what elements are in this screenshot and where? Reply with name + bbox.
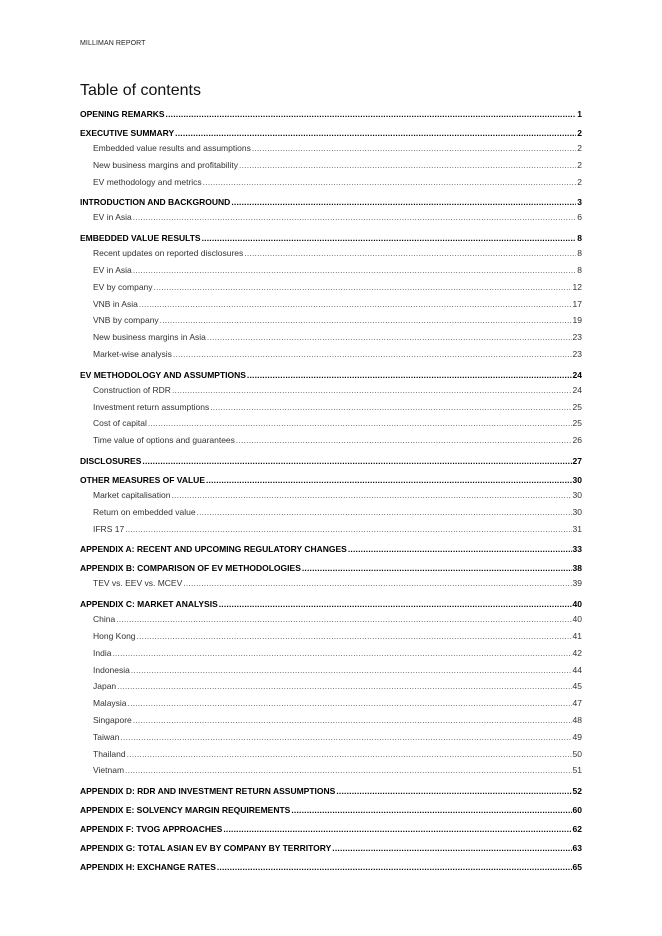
toc-entry-label: VNB in Asia — [93, 298, 138, 309]
toc-subsection-entry[interactable] — [80, 157, 582, 174]
toc-dot-leader — [247, 369, 572, 382]
toc-section-entry[interactable] — [80, 232, 582, 245]
toc-entry-label: Japan — [93, 681, 117, 692]
toc-page-number: 31 — [572, 523, 582, 534]
toc-page-number: 2 — [577, 176, 582, 187]
toc-page-number: 3 — [577, 197, 582, 208]
toc-entry-label: EV in Asia — [93, 264, 132, 275]
toc-section-entry[interactable] — [80, 804, 582, 817]
toc-subsection-entry[interactable] — [80, 746, 582, 763]
toc-section-entry[interactable] — [80, 196, 582, 209]
toc-entry-label: Return on embedded value — [93, 506, 196, 517]
toc-page-number: 2 — [577, 143, 582, 153]
toc-page-number: 27 — [572, 455, 582, 466]
toc-dot-leader — [112, 645, 571, 662]
toc-entry-label: New business margins in Asia — [93, 332, 206, 343]
toc-subsection-entry[interactable] — [80, 415, 582, 432]
toc-page-number: 49 — [572, 731, 582, 742]
toc-dot-leader — [133, 712, 572, 729]
page-title: Table of contents — [80, 82, 201, 99]
toc-dot-leader — [210, 399, 571, 416]
toc-page-number: 62 — [572, 824, 582, 835]
toc-subsection-entry[interactable] — [80, 432, 582, 449]
toc-subsection-entry[interactable] — [80, 262, 582, 279]
toc-entry-label: TEV vs. EEV vs. MCEV — [93, 578, 183, 589]
toc-page-number: 24 — [572, 384, 582, 395]
toc-dot-leader — [128, 695, 572, 712]
toc-subsection-entry[interactable] — [80, 645, 582, 662]
toc-dot-leader — [137, 628, 572, 645]
toc-dot-leader — [348, 543, 572, 556]
toc-entry-label: EV in Asia — [93, 212, 132, 223]
toc-entry-label: Cost of capital — [93, 418, 147, 429]
toc-entry-label: New business margins and profitability — [93, 159, 239, 170]
toc-entry-label: Hong Kong — [93, 630, 136, 641]
toc-entry-label: APPENDIX C: MARKET ANALYSIS — [80, 599, 218, 610]
toc-dot-leader — [302, 562, 572, 575]
toc-dot-leader — [236, 432, 572, 449]
toc-page-number: 8 — [577, 248, 582, 259]
toc-section-entry[interactable] — [80, 369, 582, 382]
toc-entry-label: India — [93, 647, 112, 658]
toc-page-number: 65 — [572, 862, 582, 873]
toc-dot-leader — [125, 521, 571, 538]
toc-dot-leader — [154, 279, 572, 296]
toc-subsection-entry[interactable] — [80, 678, 582, 695]
table-of-contents — [80, 108, 582, 874]
toc-subsection-entry[interactable] — [80, 521, 582, 538]
toc-section-entry[interactable] — [80, 598, 582, 611]
toc-page-number: 42 — [572, 647, 582, 658]
toc-subsection-entry[interactable] — [80, 174, 582, 191]
toc-entry-label: APPENDIX H: EXCHANGE RATES — [80, 862, 216, 873]
toc-dot-leader — [244, 245, 576, 262]
toc-entry-label: EMBEDDED VALUE RESULTS — [80, 233, 201, 244]
toc-dot-leader — [116, 611, 571, 628]
toc-section-entry[interactable] — [80, 474, 582, 487]
toc-section-entry[interactable] — [80, 861, 582, 874]
toc-dot-leader — [231, 196, 576, 209]
toc-dot-leader — [197, 504, 572, 521]
toc-entry-label: EV methodology and metrics — [93, 176, 202, 187]
toc-page-number: 40 — [572, 599, 582, 610]
toc-page-number: 19 — [572, 315, 582, 326]
toc-page-number: 39 — [572, 578, 582, 589]
toc-entry-label: EV METHODOLOGY AND ASSUMPTIONS — [80, 369, 246, 380]
toc-page-number: 52 — [572, 786, 582, 797]
toc-entry-label: Time value of options and guarantees — [93, 435, 235, 446]
toc-subsection-entry[interactable] — [80, 487, 582, 504]
toc-subsection-entry[interactable] — [80, 504, 582, 521]
toc-page-number: 50 — [572, 748, 582, 759]
toc-section-entry[interactable] — [80, 842, 582, 855]
toc-dot-leader — [239, 157, 576, 174]
toc-entry-label: APPENDIX E: SOLVENCY MARGIN REQUIREMENTS — [80, 805, 291, 816]
toc-dot-leader — [120, 729, 571, 746]
toc-dot-leader — [133, 262, 577, 279]
toc-entry-label: DISCLOSURES — [80, 455, 142, 466]
toc-dot-leader — [203, 174, 577, 191]
toc-page-number: 60 — [572, 805, 582, 816]
toc-dot-leader — [133, 209, 577, 226]
toc-subsection-entry[interactable] — [80, 729, 582, 746]
toc-page-number: 44 — [572, 664, 582, 675]
toc-page-number: 6 — [577, 212, 582, 223]
toc-dot-leader — [183, 575, 571, 592]
toc-page-number: 1 — [577, 109, 582, 119]
toc-page-number: 30 — [572, 489, 582, 500]
toc-page-number: 51 — [572, 765, 582, 776]
toc-page-number: 12 — [572, 281, 582, 292]
toc-subsection-entry[interactable] — [80, 209, 582, 226]
toc-entry-label: China — [93, 614, 116, 625]
toc-dot-leader — [206, 474, 572, 487]
toc-dot-leader — [217, 861, 572, 874]
toc-dot-leader — [252, 140, 576, 157]
toc-entry-label: Market capitalisation — [93, 489, 171, 500]
toc-entry-label: Singapore — [93, 714, 132, 725]
toc-entry-label: OTHER MEASURES OF VALUE — [80, 474, 205, 485]
toc-page-number: 30 — [572, 474, 582, 485]
toc-page-number: 63 — [572, 843, 582, 854]
toc-page-number: 45 — [572, 681, 582, 692]
toc-subsection-entry[interactable] — [80, 382, 582, 399]
toc-subsection-entry[interactable] — [80, 296, 582, 313]
toc-entry-label: APPENDIX A: RECENT AND UPCOMING REGULATORY CHANGES — [80, 544, 347, 555]
toc-dot-leader — [175, 127, 576, 140]
toc-subsection-entry[interactable] — [80, 628, 582, 645]
toc-dot-leader — [173, 346, 572, 363]
toc-page-number: 23 — [572, 332, 582, 343]
toc-section-entry[interactable] — [80, 108, 582, 121]
toc-entry-label: Thailand — [93, 748, 126, 759]
toc-page-number: 17 — [572, 298, 582, 309]
toc-dot-leader — [142, 455, 571, 468]
toc-entry-label: APPENDIX B: COMPARISON OF EV METHODOLOGIES — [80, 563, 301, 574]
toc-section-entry[interactable] — [80, 455, 582, 468]
toc-subsection-entry[interactable] — [80, 611, 582, 628]
toc-entry-label: Vietnam — [93, 765, 125, 776]
toc-subsection-entry[interactable] — [80, 695, 582, 712]
toc-page-number: 8 — [577, 233, 582, 244]
toc-page-number: 2 — [577, 128, 582, 138]
toc-dot-leader — [219, 598, 572, 611]
running-header: MILLIMAN REPORT — [80, 40, 146, 47]
toc-dot-leader — [332, 842, 571, 855]
toc-dot-leader — [172, 382, 572, 399]
toc-entry-label: APPENDIX D: RDR AND INVESTMENT RETURN ASSUMPTIONS — [80, 786, 336, 797]
toc-dot-leader — [336, 785, 571, 798]
toc-page-number: 8 — [577, 264, 582, 275]
toc-subsection-entry[interactable] — [80, 346, 582, 363]
toc-entry-label: Embedded value results and assumptions — [93, 143, 251, 153]
toc-subsection-entry[interactable] — [80, 245, 582, 262]
toc-dot-leader — [127, 746, 572, 763]
toc-dot-leader — [139, 296, 572, 313]
toc-page-number: 23 — [572, 348, 582, 359]
toc-entry-label: Market-wise analysis — [93, 348, 172, 359]
toc-page-number: 41 — [572, 630, 582, 641]
toc-subsection-entry[interactable] — [80, 575, 582, 592]
toc-page-number: 30 — [572, 506, 582, 517]
toc-subsection-entry[interactable] — [80, 762, 582, 779]
toc-section-entry[interactable] — [80, 543, 582, 556]
toc-page-number: 26 — [572, 435, 582, 446]
toc-subsection-entry[interactable] — [80, 712, 582, 729]
toc-dot-leader — [125, 762, 572, 779]
toc-entry-label: Recent updates on reported disclosures — [93, 248, 244, 259]
toc-entry-label: OPENING REMARKS — [80, 109, 165, 119]
toc-dot-leader — [223, 823, 571, 836]
toc-entry-label: VNB by company — [93, 315, 159, 326]
toc-dot-leader — [166, 108, 577, 121]
toc-dot-leader — [148, 415, 572, 432]
toc-page-number: 2 — [577, 159, 582, 170]
toc-page-number: 47 — [572, 698, 582, 709]
toc-entry-label: EXECUTIVE SUMMARY — [80, 128, 175, 138]
toc-section-entry[interactable] — [80, 785, 582, 798]
toc-dot-leader — [160, 312, 572, 329]
toc-page-number: 38 — [572, 563, 582, 574]
toc-subsection-entry[interactable] — [80, 312, 582, 329]
toc-subsection-entry[interactable] — [80, 662, 582, 679]
toc-dot-leader — [291, 804, 571, 817]
toc-entry-label: APPENDIX F: TVOG APPROACHES — [80, 824, 223, 835]
toc-entry-label: Construction of RDR — [93, 384, 171, 395]
toc-dot-leader — [207, 329, 572, 346]
toc-entry-label: EV by company — [93, 281, 153, 292]
toc-entry-label: INTRODUCTION AND BACKGROUND — [80, 197, 231, 208]
toc-section-entry[interactable] — [80, 127, 582, 140]
toc-page-number: 24 — [572, 369, 582, 380]
toc-dot-leader — [202, 232, 577, 245]
toc-page-number: 48 — [572, 714, 582, 725]
toc-page-number: 33 — [572, 544, 582, 555]
toc-dot-leader — [131, 662, 572, 679]
toc-entry-label: Indonesia — [93, 664, 130, 675]
toc-page-number: 25 — [572, 401, 582, 412]
toc-entry-label: Investment return assumptions — [93, 401, 210, 412]
toc-dot-leader — [117, 678, 571, 695]
toc-page-number: 25 — [572, 418, 582, 429]
toc-section-entry[interactable] — [80, 823, 582, 836]
toc-subsection-entry[interactable] — [80, 399, 582, 416]
toc-entry-label: Malaysia — [93, 698, 127, 709]
toc-page-number: 40 — [572, 614, 582, 625]
toc-entry-label: APPENDIX G: TOTAL ASIAN EV BY COMPANY BY TERRITORY — [80, 843, 332, 854]
toc-subsection-entry[interactable] — [80, 329, 582, 346]
toc-subsection-entry[interactable] — [80, 279, 582, 296]
toc-section-entry[interactable] — [80, 562, 582, 575]
toc-dot-leader — [171, 487, 571, 504]
toc-entry-label: Taiwan — [93, 731, 120, 742]
toc-entry-label: IFRS 17 — [93, 523, 125, 534]
toc-subsection-entry[interactable] — [80, 140, 582, 157]
